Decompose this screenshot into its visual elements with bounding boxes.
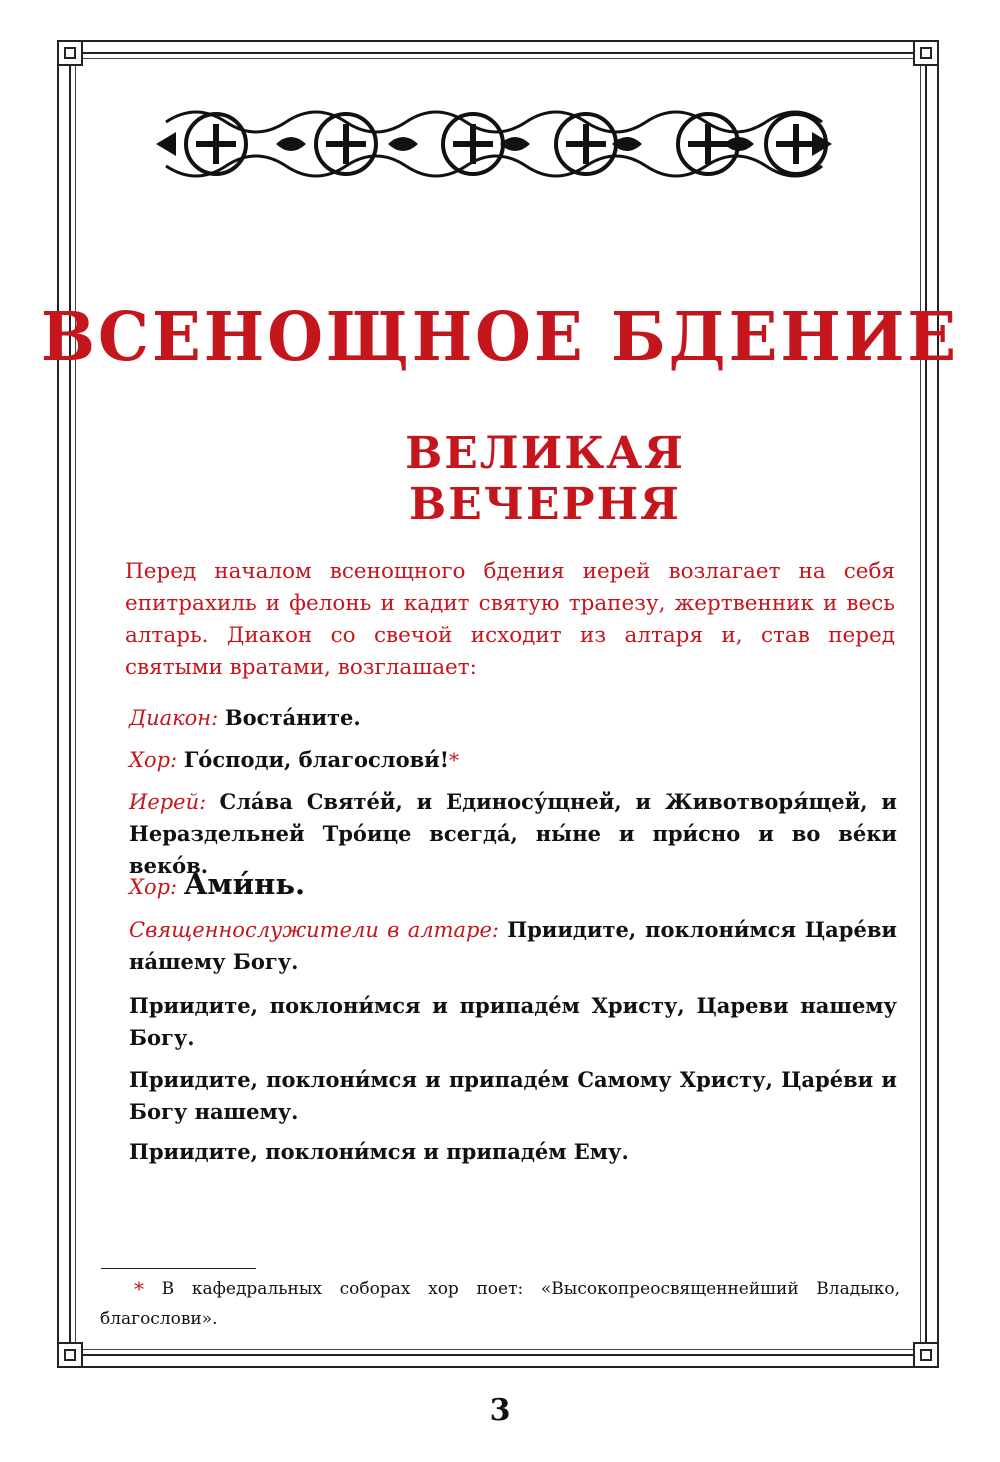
exchange-line — [129, 914, 897, 978]
intro-rubric — [125, 556, 895, 684]
speech-text: Го́споди, благослови́! — [183, 747, 449, 772]
footnote-text: В кафедральных соборах хор поет: «Высокопреосвященнейший Владыко, благослови». — [100, 1279, 900, 1329]
role-label: Священнослужители в алтаре: — [129, 918, 499, 942]
frame-corner-bottom-right — [913, 1342, 939, 1368]
frame-corner-top-left — [57, 40, 83, 66]
frame-corner-bottom-left — [57, 1342, 83, 1368]
exchange-line — [129, 990, 897, 1054]
page-subtitle: ВЕЛИКАЯ ВЕЧЕРНЯ — [405, 428, 685, 530]
intro-text: Перед началом всенощного бдения иерей возлагает на себя епитрахиль и фелонь и кадит святую трапезу, жертвенник и весь алтарь. Диакон со свечой исходит из алтаря и, став перед святыми вратами, возглашает: — [125, 559, 895, 680]
exchange-line — [129, 744, 897, 776]
role-label: Иерей: — [129, 790, 207, 814]
speech-text: Приидите, поклони́мся и припаде́м Самому Христу, Царе́ви и Богу нашему. — [129, 1067, 897, 1124]
page-title: ВСЕНОЩНОЕ БДЕНИЕ — [40, 298, 960, 377]
exchange-line — [129, 868, 897, 903]
speech-text: Сла́ва Святе́й, и Единосу́щней, и Животворя́щей, и Нераздельней Тро́ице всегда́, ны́не и при́сно и во ве́ки веко́в. — [129, 789, 897, 878]
role-label: Хор: — [129, 748, 178, 772]
footnote-marker: * — [448, 748, 459, 772]
frame-corner-top-right — [913, 40, 939, 66]
footnote-rule — [101, 1268, 256, 1269]
speech-text: Воста́ните. — [224, 705, 361, 730]
speech-text: Ами́нь. — [183, 867, 306, 901]
exchange-line — [129, 1064, 897, 1128]
speech-text: Приидите, поклони́мся и припаде́м Христу, Цареви нашему Богу. — [129, 993, 897, 1050]
exchange-line — [129, 702, 897, 734]
interlace-cross-border-icon — [156, 102, 832, 186]
role-label: Хор: — [129, 875, 178, 899]
speech-text: Приидите, поклони́мся и припаде́м Ему. — [129, 1139, 629, 1164]
role-label: Диакон: — [129, 706, 219, 730]
speech-text: Приидите, поклони́мся Царе́ви на́шему Богу. — [129, 917, 897, 974]
footnote-marker: * — [134, 1277, 144, 1301]
exchange-line — [129, 1136, 897, 1168]
footnote — [100, 1274, 900, 1334]
page-number: 3 — [489, 1393, 511, 1428]
